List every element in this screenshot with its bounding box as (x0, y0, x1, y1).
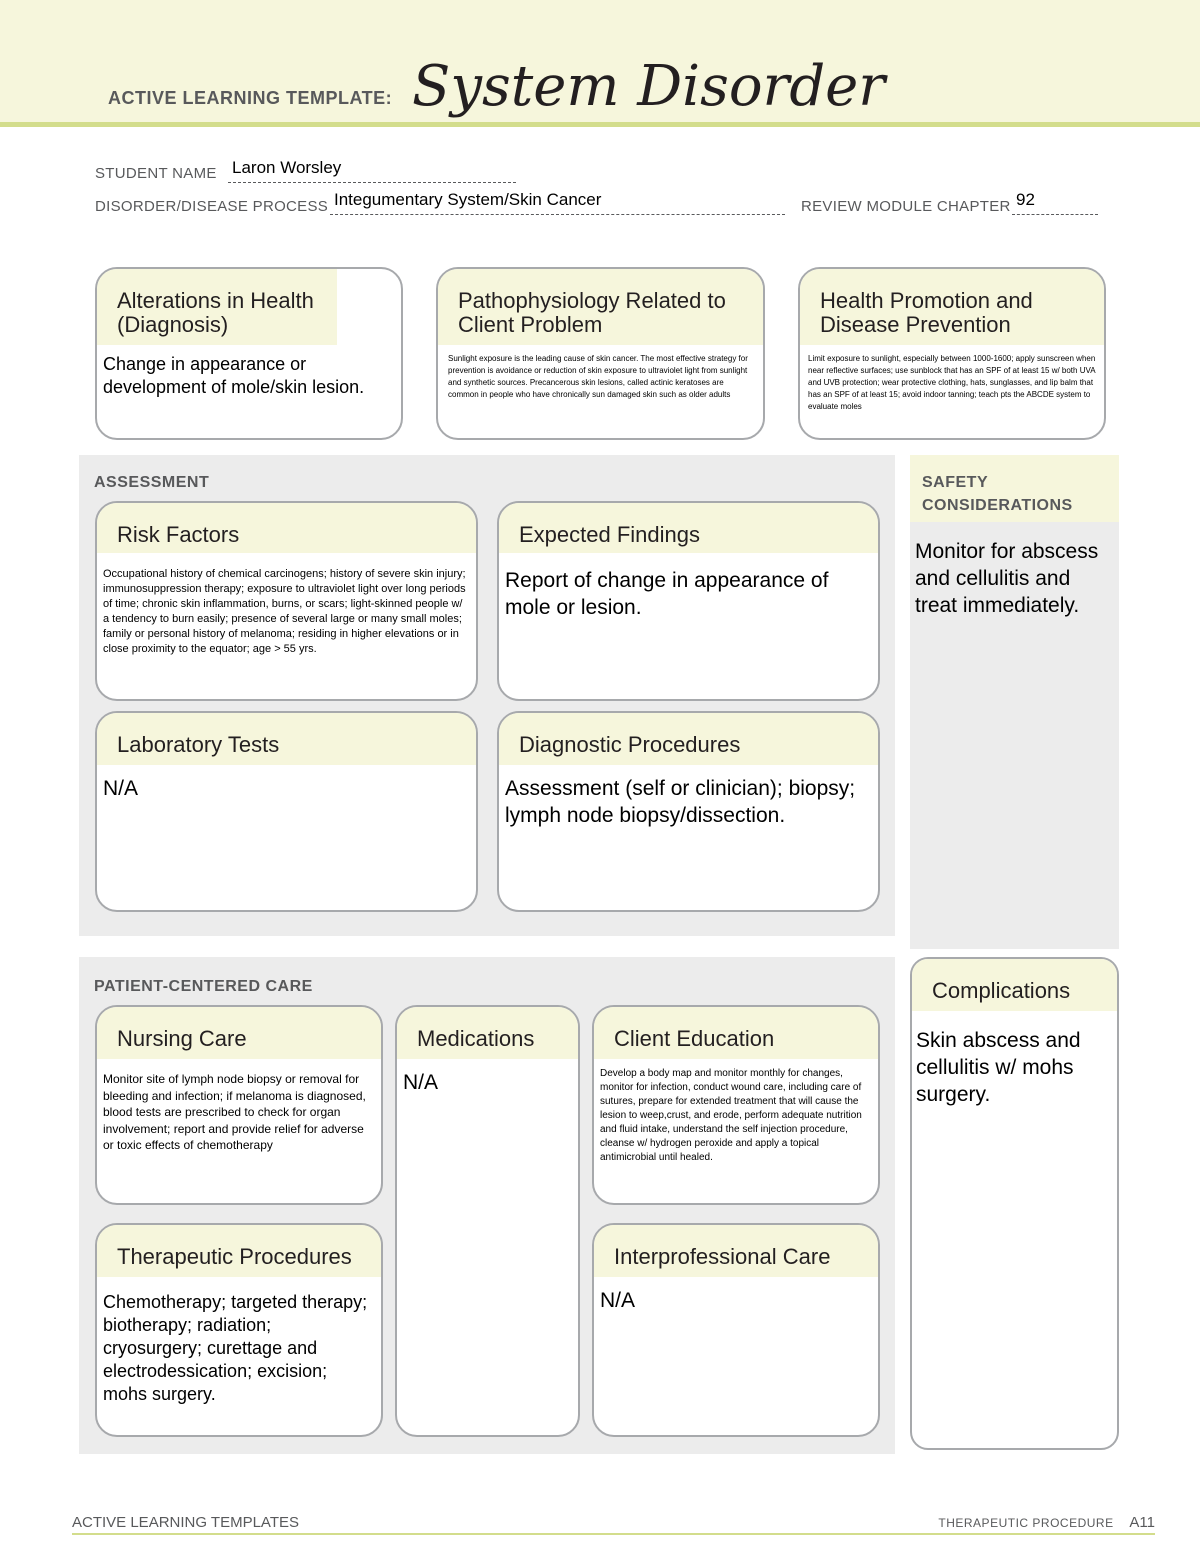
alterations-title: Alterations in Health (Diagnosis) (97, 269, 337, 345)
interprofessional-care-title: Interprofessional Care (594, 1225, 878, 1277)
complications-title: Complications (912, 959, 1117, 1011)
diagnostic-procedures-body[interactable]: Assessment (self or clinician); biopsy; lymph node biopsy/dissection. (505, 777, 856, 827)
header-rule (0, 122, 1200, 127)
risk-factors-title: Risk Factors (97, 503, 476, 553)
laboratory-tests-body[interactable]: N/A (103, 777, 139, 800)
health-promotion-panel (798, 267, 1106, 440)
footer-rule (72, 1533, 1155, 1535)
expected-findings-panel (497, 501, 880, 701)
alterations-body[interactable]: Change in appearance or development of mole/skin lesion. (103, 354, 365, 397)
client-education-panel (592, 1005, 880, 1205)
footer-page-number: A11 (1129, 1514, 1155, 1531)
health-promotion-body[interactable]: Limit exposure to sunlight, especially between 1000-1600; apply sunscreen when near reflective surfaces; use sunblock that has an SPF of at least 15 w/ both UVA and UVB protection; wear protective clothing, hats, sunglasses, and lip balm that has an SPF of at least 15; avoid indoor tanning; teach pts the ABCDE system to evaluate moles (808, 354, 1096, 411)
pathophysiology-panel (436, 267, 765, 440)
laboratory-tests-panel (95, 711, 478, 912)
footer-right (938, 1514, 1155, 1531)
therapeutic-procedures-title: Therapeutic Procedures (97, 1225, 381, 1277)
health-promotion-title: Health Promotion and Disease Prevention (800, 269, 1104, 345)
interprofessional-care-body[interactable]: N/A (600, 1289, 636, 1312)
complications-body[interactable]: Skin abscess and cellulitis w/ mohs surgery. (916, 1029, 1081, 1106)
alterations-panel (95, 267, 403, 440)
diagnostic-procedures-title: Diagnostic Procedures (499, 713, 878, 765)
disorder-field[interactable]: Integumentary System/Skin Cancer (334, 190, 602, 209)
client-education-body[interactable]: Develop a body map and monitor monthly for changes, monitor for infection, conduct wound care, including care of sutures, prepare for extended treatment that will cause the lesion to weep,crust, and erode, perform adequate nutrition and fluid intake, understand the self injection procedure, cleanse w/ hydrogen peroxide and apply a topical antimicrobial until healed. (600, 1068, 862, 1163)
chapter-field[interactable]: 92 (1016, 190, 1035, 209)
pathophysiology-title: Pathophysiology Related to Client Problem (438, 269, 763, 345)
therapeutic-procedures-panel (95, 1223, 383, 1437)
risk-factors-body[interactable]: Occupational history of chemical carcinogens; history of severe skin injury; immunosuppression therapy; exposure to ultraviolet light over long periods of time; chronic skin inflammation, burns, or scars; light-skinned people w/ a tendency to burn easily; presence of several large or many small moles; family or personal history of melanoma; residing in higher elevations or in close proximity to the equator; age > 55 yrs. (103, 568, 466, 655)
student-name-label: STUDENT NAME (95, 165, 217, 182)
diagnostic-procedures-panel (497, 711, 880, 912)
expected-findings-body[interactable]: Report of change in appearance of mole or lesion. (505, 569, 829, 619)
footer-section-label: THERAPEUTIC PROCEDURE (938, 1516, 1114, 1530)
student-name-line (228, 182, 516, 183)
medications-title: Medications (397, 1007, 578, 1059)
therapeutic-procedures-body[interactable]: Chemotherapy; targeted therapy; biotherapy; radiation; cryosurgery; curettage and electrodessication; excision; mohs surgery. (103, 1292, 368, 1404)
laboratory-tests-title: Laboratory Tests (97, 713, 476, 765)
disorder-label: DISORDER/DISEASE PROCESS (95, 198, 329, 215)
template-title: System Disorder (412, 54, 886, 119)
client-education-title: Client Education (594, 1007, 878, 1059)
nursing-care-title: Nursing Care (97, 1007, 381, 1059)
medications-panel (395, 1005, 580, 1437)
pathophysiology-body[interactable]: Sunlight exposure is the leading cause of skin cancer. The most effective strategy for prevention is avoidance or reduction of skin exposure to ultraviolet light from sunlight and synthetic sources. Precancerous skin lesions, called actinic keratoses are common in people who have chronically sun damaged skin such as older adults (448, 354, 748, 399)
chapter-line (1012, 214, 1098, 215)
risk-factors-panel (95, 501, 478, 701)
nursing-care-body[interactable]: Monitor site of lymph node biopsy or removal for bleeding and infection; if melanoma is diagnosed, blood tests are prescribed to check for organ involvement; report and provide relief for adverse or toxic effects of chemotherapy (103, 1072, 366, 1152)
patient-care-label: PATIENT-CENTERED CARE (94, 978, 313, 995)
complications-panel (910, 957, 1119, 1450)
nursing-care-panel (95, 1005, 383, 1205)
footer-left: ACTIVE LEARNING TEMPLATES (72, 1514, 299, 1531)
expected-findings-title: Expected Findings (499, 503, 878, 553)
medications-body[interactable]: N/A (403, 1071, 439, 1094)
assessment-label: ASSESSMENT (94, 474, 210, 491)
chapter-label: REVIEW MODULE CHAPTER (801, 198, 1011, 215)
student-name-field[interactable]: Laron Worsley (232, 158, 342, 177)
interprofessional-care-panel (592, 1223, 880, 1437)
safety-label: SAFETY CONSIDERATIONS (910, 455, 1119, 522)
safety-body[interactable]: Monitor for abscess and cellulitis and treat immediately. (910, 522, 1119, 949)
disorder-line (330, 214, 785, 215)
template-label: ACTIVE LEARNING TEMPLATE: (108, 88, 393, 108)
